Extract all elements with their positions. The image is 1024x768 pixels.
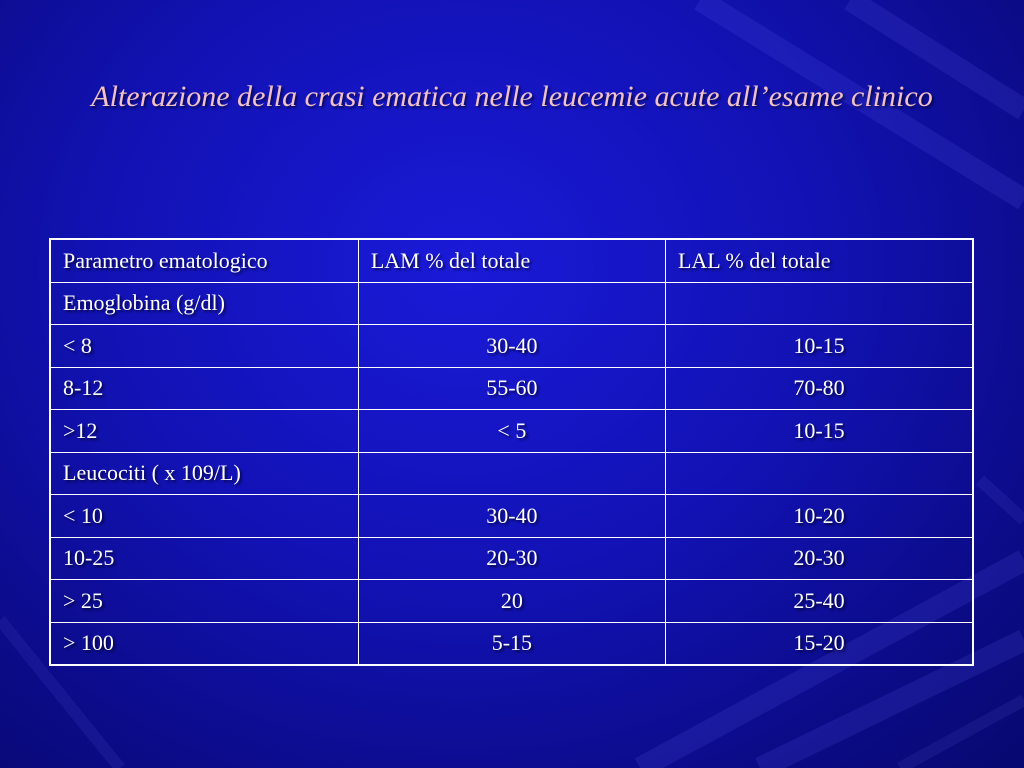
table-header-row [50,239,973,282]
table-cell: 25-40 [665,580,973,623]
table-cell [665,452,973,495]
table-row [50,367,973,410]
table-cell [358,452,665,495]
column-header: LAL % del totale [665,239,973,282]
table-cell: 30-40 [358,495,665,538]
slide-title: Alterazione della crasi ematica nelle leucemie acute all’esame clinico [91,80,933,113]
row-label-cell: 8-12 [50,367,358,410]
table-row [50,325,973,368]
table-cell [665,282,973,325]
table-row [50,580,973,623]
table-cell [358,282,665,325]
table-row [50,495,973,538]
table-cell: 20-30 [665,537,973,580]
table-cell: 10-20 [665,495,973,538]
table-row [50,282,973,325]
row-label-cell: > 25 [50,580,358,623]
row-label-cell: Leucociti ( x 109/L) [50,452,358,495]
table-cell: 20 [358,580,665,623]
row-label-cell: Emoglobina (g/dl) [50,282,358,325]
row-label-cell: > 100 [50,622,358,665]
table-row [50,537,973,580]
row-label-cell: < 8 [50,325,358,368]
table-cell: 5-15 [358,622,665,665]
row-label-cell: >12 [50,410,358,453]
table-row [50,410,973,453]
column-header: LAM % del totale [358,239,665,282]
row-label-cell: < 10 [50,495,358,538]
table-cell: 55-60 [358,367,665,410]
table-cell: 30-40 [358,325,665,368]
table-cell: 10-15 [665,410,973,453]
table-row [50,452,973,495]
table-cell: 20-30 [358,537,665,580]
table-row [50,622,973,665]
table-cell: 10-15 [665,325,973,368]
table-cell: < 5 [358,410,665,453]
column-header: Parametro ematologico [50,239,358,282]
table-cell: 15-20 [665,622,973,665]
row-label-cell: 10-25 [50,537,358,580]
table-cell: 70-80 [665,367,973,410]
data-table [49,238,974,666]
